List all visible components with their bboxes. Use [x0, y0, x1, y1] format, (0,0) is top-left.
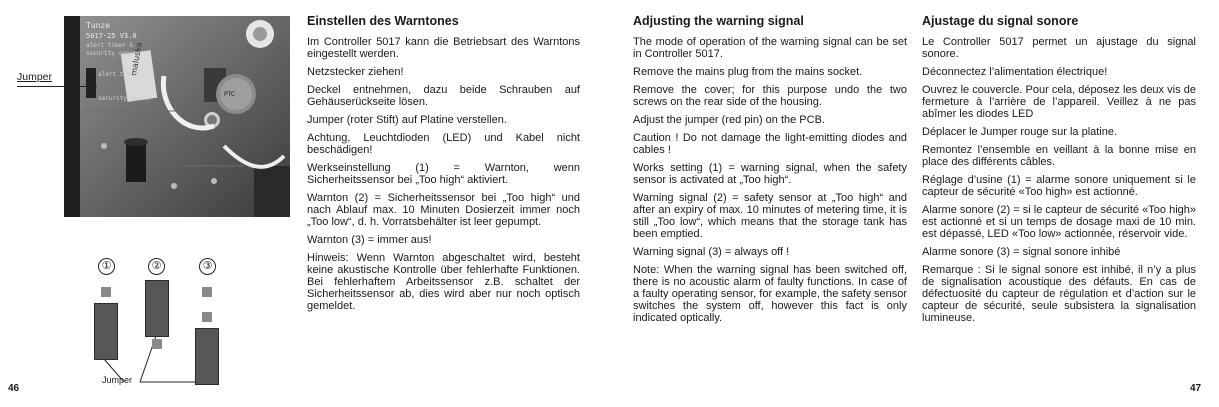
french-title: Ajustage du signal sonore	[922, 14, 1079, 28]
pcb-photo-illustration	[64, 16, 290, 217]
english-paragraph: Caution ! Do not damage the light-emitting diodes and cables !	[633, 132, 907, 156]
french-paragraph: Alarme sonore (2) = si le capteur de sécurité «Too high» est actionné et si un temps de dosage maxi de 10 min. est dépassé, LED «Too low» actionnée, réservoir vide.	[922, 204, 1196, 240]
board-text-2: 5017-25 V3.0	[86, 32, 137, 40]
position-marker-3: ③	[199, 258, 216, 275]
jumper-block-3	[195, 328, 219, 385]
board-text-4: security sensor	[86, 50, 141, 57]
page-number-left: 46	[8, 383, 20, 394]
english-paragraph: The mode of operation of the warning signal can be set in Controller 5017.	[633, 36, 907, 60]
french-paragraph: Réglage d’usine (1) = alarme sonore uniquement si le capteur de sécurité «Too high» est actionné.	[922, 174, 1196, 198]
german-paragraph: Hinweis: Wenn Warnton abgeschaltet wird, besteht keine akustische Kontrolle über fehlerhafte Funktionen. Bei fehlerhaftem Arbeitssensor z.B. schaltet der Sicherheitssensor ab, dies wird aber nur noch optisch gemeldet.	[307, 252, 580, 312]
jumper-diagram	[88, 258, 248, 390]
german-column	[307, 13, 580, 318]
jumper-block-1	[94, 303, 118, 360]
pcb-photo	[64, 16, 290, 217]
english-paragraph: Remove the cover; for this purpose undo the two screws on the rear side of the housing.	[633, 84, 907, 108]
pin-3-top	[202, 287, 212, 297]
german-paragraph: Warnton (3) = immer aus!	[307, 234, 432, 246]
pin-3-middle	[202, 312, 212, 322]
german-paragraph: Im Controller 5017 kann die Betriebsart des Warntons eingestellt werden.	[307, 36, 580, 60]
german-paragraph: Deckel entnehmen, dazu beide Schrauben auf Gehäuserückseite lösen.	[307, 84, 580, 108]
french-paragraph: Le Controller 5017 permet un ajustage du signal sonore.	[922, 36, 1196, 60]
jumper-pointer-line	[17, 86, 97, 87]
english-paragraph: Warning signal (3) = always off !	[633, 246, 790, 258]
french-paragraph: Déconnectez l’alimentation électrique!	[922, 66, 1108, 78]
diagram-jumper-label: Jumper	[102, 375, 133, 385]
board-text-5: alert timer &	[98, 71, 145, 78]
english-column	[633, 13, 907, 330]
french-paragraph: Alarme sonore (3) = signal sonore inhibé	[922, 246, 1121, 258]
french-paragraph: Déplacer le Jumper rouge sur la platine.	[922, 126, 1118, 138]
english-paragraph: Warning signal (2) = safety sensor at „Too high“ and after an expiry of max. 10 minutes of metering time, it is still „Too low“, which means that the storage tank has been emptied.	[633, 192, 907, 240]
german-paragraph: Netzstecker ziehen!	[307, 66, 404, 78]
english-paragraph: Works setting (1) = warning signal, when the safety sensor is activated at „Too high“.	[633, 162, 907, 186]
jumper-label: Jumper	[17, 71, 53, 83]
board-text-6: security sensor	[98, 95, 153, 102]
english-paragraph: Remove the mains plug from the mains socket.	[633, 66, 863, 78]
position-marker-1: ①	[98, 258, 115, 275]
pin-2-bottom	[152, 339, 162, 349]
german-paragraph: Achtung, Leuchtdioden (LED) und Kabel nicht beschädigen!	[307, 132, 580, 156]
french-paragraph: Remontez l’ensemble en veillant à la bonne mise en place des différents câbles.	[922, 144, 1196, 168]
french-paragraph: Ouvrez le couvercle. Pour cela, déposez les deux vis de fermeture à l’arrière de l’appareil. Veillez à ne pas abîmer les diodes LED	[922, 84, 1196, 120]
board-text-3: alert timer &	[86, 42, 133, 49]
page-number-right: 47	[1190, 383, 1202, 394]
english-title: Adjusting the warning signal	[633, 14, 804, 28]
pin-1-top	[101, 287, 111, 297]
english-paragraph: Adjust the jumper (red pin) on the PCB.	[633, 114, 825, 126]
german-paragraph: Jumper (roter Stift) auf Platine verstellen.	[307, 114, 507, 126]
jumper-block-2	[145, 280, 169, 337]
position-marker-2: ②	[148, 258, 165, 275]
german-paragraph: Warnton (2) = Sicherheitssensor bei „Too high“ und nach Ablauf max. 10 Minuten Dosierzeit immer noch „Too low“, d. h. Vorratsbehälter ist leer gepumpt.	[307, 192, 580, 228]
german-title: Einstellen des Warntones	[307, 14, 459, 28]
french-column	[922, 13, 1196, 330]
german-paragraph: Werkseinstellung (1) = Warnton, wenn Sicherheitssensor bei „Too high“ aktiviert.	[307, 162, 580, 186]
board-text-1: Tunze	[86, 21, 111, 30]
sticker-text: maluska	[129, 41, 144, 77]
english-paragraph: Note: When the warning signal has been switched off, there is no acoustic alarm of faulty functions. In case of a faulty operating sensor, for example, the safety sensor switches the system off, however this fact is only indicated optically.	[633, 264, 907, 324]
french-paragraph: Remarque : Si le signal sonore est inhibé, il n’y a plus de signalisation acoustique des défauts. En cas de défectuosité du capteur de régulation et d’action sur le capteur de sécurité, seule subsistera la signalisation lumineuse.	[922, 264, 1196, 324]
cap-text: PTC	[224, 91, 236, 98]
